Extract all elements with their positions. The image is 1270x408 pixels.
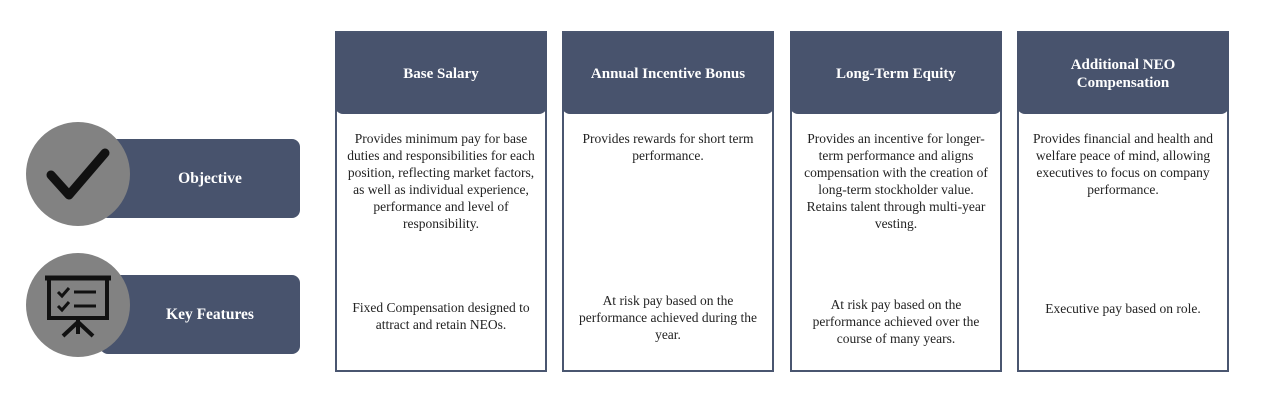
presentation-board-icon [26, 253, 130, 357]
column-title: Annual Incentive Bonus [562, 33, 774, 114]
objective-label-text: Objective [178, 169, 242, 187]
key-features-text: Executive pay based on role. [1045, 301, 1201, 316]
objective-text: Provides rewards for short term performance. [582, 131, 754, 163]
objective-text: Provides financial and health and welfare peace of mind, allowing executives to focus on company performance. [1033, 131, 1213, 197]
column-additional-neo-compensation [1017, 31, 1229, 372]
column-annual-incentive-bonus [562, 31, 774, 372]
objective-text: Provides an incentive for longer-term performance and aligns compensation with the creation of long-term stockholder value. Retains talent through multi-year vesting. [804, 131, 988, 231]
checkmark-icon [26, 122, 130, 226]
key-features-text: At risk pay based on the performance achieved during the year. [578, 293, 758, 342]
key-features-row-label [100, 275, 300, 354]
objective-row-label [100, 139, 300, 218]
objective-text: Provides minimum pay for base duties and responsibilities for each position, reflecting market factors, as well as individual experience, performance and level of responsibility. [347, 131, 535, 231]
column-title: Long-Term Equity [790, 33, 1002, 114]
column-base-salary [335, 31, 547, 372]
column-title: Additional NEO Compensation [1017, 33, 1229, 114]
column-long-term-equity [790, 31, 1002, 372]
key-features-label-text: Key Features [166, 305, 254, 323]
column-title: Base Salary [335, 33, 547, 114]
key-features-text: At risk pay based on the performance achieved over the course of many years. [812, 297, 980, 346]
key-features-text: Fixed Compensation designed to attract and retain NEOs. [352, 300, 530, 332]
